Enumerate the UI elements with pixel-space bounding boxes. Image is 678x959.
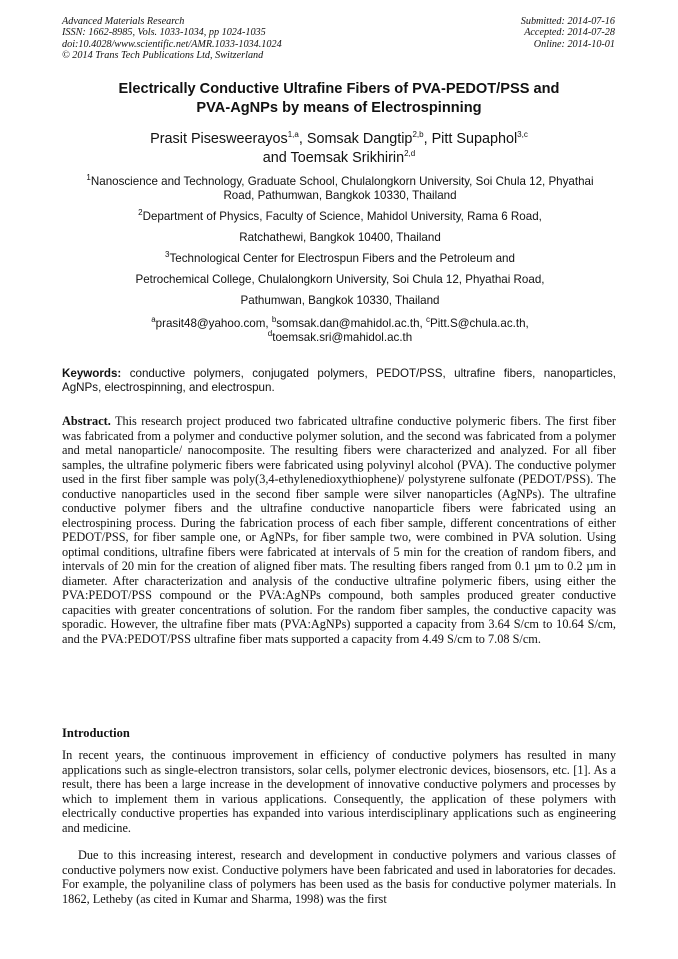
title-line-2: PVA-AgNPs by means of Electrospinning <box>196 100 482 116</box>
keywords-label: Keywords: <box>62 367 122 380</box>
author-name: Somsak Dangtip <box>306 131 413 147</box>
email-link[interactable]: somsak.dan@mahidol.ac.th, <box>276 317 426 330</box>
author-line-1 <box>60 130 618 149</box>
email-link[interactable]: prasit48@yahoo.com, <box>155 317 272 330</box>
submission-dates <box>521 16 615 50</box>
affiliation-sup: 2 <box>138 208 143 218</box>
email-sup: b <box>271 315 277 325</box>
affiliation-text: Ratchathewi, Bangkok 10400, Thailand <box>239 231 441 244</box>
email-sup: d <box>267 329 273 339</box>
author-sup: 2,b <box>412 130 424 140</box>
author-sup: 2,d <box>404 149 416 159</box>
affiliation-text: Nanoscience and Technology, Graduate School, Chulalongkorn University, Soi Chula 12, Phyathai <box>90 175 594 188</box>
title-line-1: Electrically Conductive Ultrafine Fibers of PVA-PEDOT/PSS and <box>118 81 560 97</box>
author-sup: 1,a <box>287 130 299 140</box>
affiliation-sup: 1 <box>86 173 91 183</box>
paper-title <box>60 80 618 118</box>
abstract-label: Abstract. <box>62 414 111 428</box>
author-emails <box>62 317 618 345</box>
affiliation-text: Technological Center for Electrospun Fibers and the Petroleum and <box>169 252 515 265</box>
author-name: Pitt Supaphol <box>431 131 518 147</box>
author-separator: , <box>298 131 307 147</box>
introduction-paragraph-1: In recent years, the continuous improvement in efficiency of conductive polymers has resulted in many applications such as single-electron transistors, solar cells, polymer electronic devices, biosensors, etc. [1]. As a result, there has been a large increase in the development of innovative conductive polymers and processes by which to implement them in various applications. Consequently, the application of these polymers with electrically conductive properties has expanded into various interdisciplinary applications such as engineering and medicine. <box>62 748 616 835</box>
keywords <box>62 367 616 395</box>
affiliation-text: Petrochemical College, Chulalongkorn University, Soi Chula 12, Phyathai Road, <box>135 273 545 286</box>
author-separator: , <box>423 131 432 147</box>
affiliation-text: Road, Pathumwan, Bangkok 10330, Thailand <box>223 189 457 202</box>
author-name: Prasit Pisesweerayos <box>150 131 288 147</box>
author-line-2 <box>60 149 618 168</box>
email-link[interactable]: toemsak.sri@mahidol.ac.th <box>272 331 413 344</box>
email-link[interactable]: Pitt.S@chula.ac.th, <box>429 317 529 330</box>
author-list <box>60 130 618 168</box>
author-conjunction: and <box>262 150 291 166</box>
email-sup: a <box>151 315 156 325</box>
keywords-text: conductive polymers, conjugated polymers, PEDOT/PSS, ultrafine fibers, nanoparticles, AgNPs, electrospinning, and electrospun. <box>62 367 616 394</box>
affiliation-sup: 3 <box>165 250 170 260</box>
email-sup: c <box>425 315 430 325</box>
copyright-line: © 2014 Trans Tech Publications Ltd, Switzerland <box>62 50 264 62</box>
introduction-paragraph-2: Due to this increasing interest, research and development in conductive polymers and various classes of conductive polymers now exist. Conductive polymers have been fabricated and used in laboratories for decades. For example, the polyaniline class of polymers has been used as the basis for conductive polymer materials. In 1862, Letheby (as cited in Kumar and Sharma, 1998) was the first <box>62 848 616 906</box>
abstract-text: This research project produced two fabricated ultrafine conductive polymeric fibers. The first fiber was fabricated from a polymer and conductive polymer solution, and the second was fabricated from a polymer and metal nanoparticle/ nanocomposite. The resulting fibers were characterized and analyzed. For all fiber samples, the ultrafine polymeric fibers were fabricated using polyvinyl alcohol (PVA). The conductive polymer used in the first fiber sample was poly(3,4-ethylenedioxythiophene)/ polystyrene sulfonate (PEDOT/PSS). The conductive nanoparticles used in the second fiber sample were silver nanoparticles (AgNPs). The ultrafine conductive polymer fibers and the ultrafine conductive nanoparticle fibers were fabricated using an electrospining process. During the fabrication process of each fiber sample, different concentrations of either PEDOT/PSS, for fiber sample one, or AgNPs, for fiber sample two, were combined in PVA solution. Using optimal conditions, ultrafine fibers were fabricated at intervals of 5 min for the creation of random fibers, and intervals of 20 min for the creation of aligned fiber mats. The resulting fibers ranged from 0.1 µm to 0.2 µm in diameter. After characterization and analysis of the conductive ultrafine polymeric fibers, using either the PVA:PEDOT/PSS compound or the PVA:AgNPs compound, both samples produced greater conductive capacities with greater concentrations of solution. For the random fiber samples, the conductive capacity was sporadic. However, the ultrafine fiber mats (PVA:AgNPs) supported a capacity from 3.64 S/cm to 10.64 S/cm, and the PVA:PEDOT/PSS ultrafine fiber mats supported a capacity from 4.49 S/cm to 7.08 S/cm. <box>62 414 616 646</box>
abstract <box>62 414 616 646</box>
affiliation-3 <box>62 252 618 308</box>
doi-line: doi:10.4028/www.scientific.net/AMR.1033-1034.1024 <box>62 38 282 50</box>
affiliation-2 <box>62 210 618 245</box>
author-sup: 3,c <box>517 130 528 140</box>
online-date: Online: 2014-10-01 <box>533 38 615 50</box>
accepted-date: Accepted: 2014-07-28 <box>524 27 615 39</box>
journal-name: Advanced Materials Research <box>62 16 185 27</box>
issn-line: ISSN: 1662-8985, Vols. 1033-1034, pp 1024-1035 <box>62 27 266 39</box>
affiliations <box>62 175 618 308</box>
affiliation-1 <box>62 175 618 203</box>
submitted-date: Submitted: 2014-07-16 <box>520 16 615 27</box>
affiliation-text: Department of Physics, Faculty of Science, Mahidol University, Rama 6 Road, <box>142 210 542 223</box>
journal-info <box>62 16 282 62</box>
author-name: Toemsak Srikhirin <box>290 150 405 166</box>
affiliation-text: Pathumwan, Bangkok 10330, Thailand <box>240 294 440 307</box>
introduction-heading: Introduction <box>62 726 130 740</box>
